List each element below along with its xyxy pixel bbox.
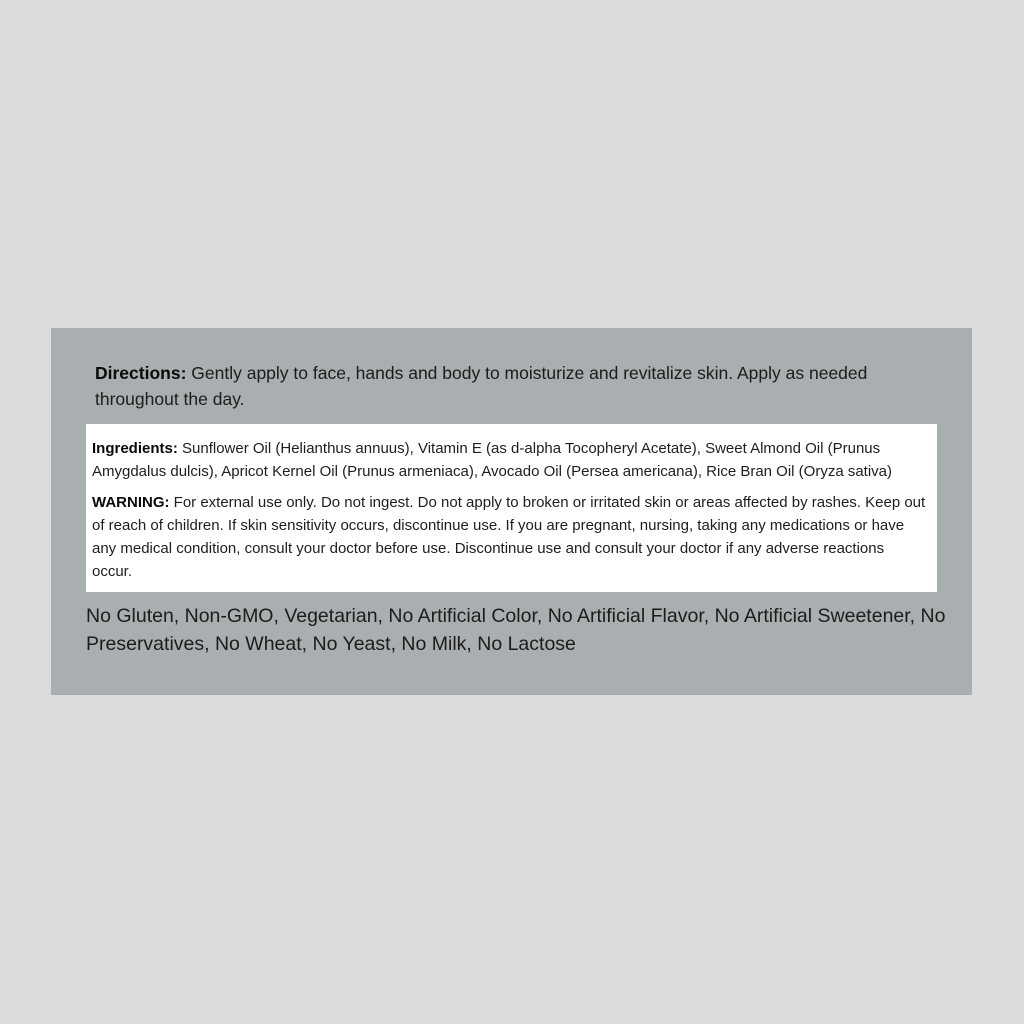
directions-body: Gently apply to face, hands and body to moisturize and revitalize skin. Apply as needed throughout the day. [95,363,868,409]
warning-text [92,491,927,583]
warning-heading: WARNING: [92,494,170,511]
directions-heading: Directions: [95,363,187,383]
ingredients-heading: Ingredients: [92,440,178,457]
ingredients-warning-box [86,424,937,592]
product-label-panel [51,328,972,695]
warning-body: For external use only. Do not ingest. Do not apply to broken or irritated skin or areas affected by rashes. Keep out of reach of children. If skin sensitivity occurs, discontinue use. If you are pregnant, nursing, taking any medications or have any medical condition, consult your doctor before use. Discontinue use and consult your doctor if any adverse reactions occur. [92,494,926,580]
dietary-claims: No Gluten, Non-GMO, Vegetarian, No Artificial Color, No Artificial Flavor, No Artificial Sweetener, No Preservatives, No Wheat, No Yeast, No Milk, No Lactose [86,605,946,655]
directions-text [95,360,895,412]
ingredients-body: Sunflower Oil (Helianthus annuus), Vitamin E (as d-alpha Tocopheryl Acetate), Sweet Almond Oil (Prunus Amygdalus dulcis), Apricot Kernel Oil (Prunus armeniaca), Avocado Oil (Persea americana), Rice Bran Oil (Oryza sativa) [92,440,893,480]
ingredients-text [92,437,927,483]
